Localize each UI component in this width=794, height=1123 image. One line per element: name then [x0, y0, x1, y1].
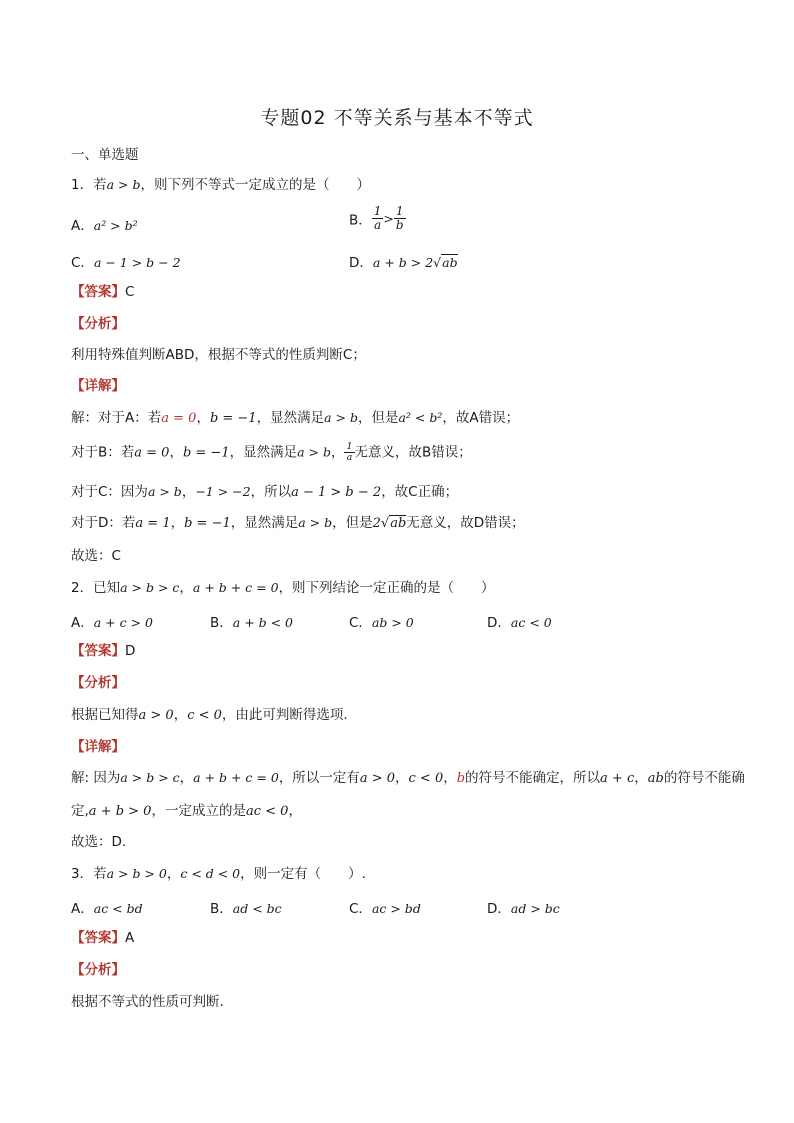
q3-option-d [487, 897, 560, 917]
text-q1-detail-l2_s2: ，显然满足 [229, 444, 298, 461]
text-q1-detail-l3_m2: −1 > −2 [195, 484, 251, 499]
text-q3-stem_pre: 3．若 [71, 866, 107, 882]
text-q1-detail-l3_s2: ，所以 [250, 484, 292, 500]
q1-stem [71, 176, 370, 194]
text-q1-options-B_rhs_den: b [395, 218, 404, 232]
q3-option-a [71, 897, 143, 917]
text-q2-detail-l2_m2: ac < 0 [245, 804, 289, 819]
text-q3-B_expr: ad < bc [232, 901, 282, 916]
text-q3-B_label: B． [210, 901, 233, 917]
text-q2-detail-l1_m3: a > 0 [359, 771, 395, 786]
text-q1-options-A_expr: a² > b² [93, 218, 138, 233]
text-q2-B_label: B． [210, 615, 233, 631]
q1-detail-line-3 [71, 483, 458, 502]
text-q2-detail-l2_m1: a + b > 0 [88, 804, 152, 819]
q1-option-c [71, 251, 181, 271]
text-labels-analysis: 【分析】 [71, 675, 125, 691]
text-q2-D_expr: ac < 0 [510, 615, 552, 630]
text-q1-detail-l2_pre: 对于B：若 [71, 444, 135, 461]
text-q2-C_expr: ab > 0 [371, 615, 414, 630]
text-q1-detail-l2_m2: b = −1 [182, 445, 230, 461]
text-q1-detail-l4_s3: ，但是 [332, 515, 373, 531]
text-q2-detail-l1_m5: b [456, 771, 466, 786]
text-q1-detail-l1_m3: a > b [324, 410, 358, 425]
text-q2-analysis_pre: 根据已知得 [71, 707, 139, 723]
text-q2-detail-l2_s1: ，一定成立的是 [151, 803, 246, 819]
text-q1-answer: C [125, 284, 135, 300]
text-q1-detail-l4_m4_pre: 2 [372, 516, 381, 531]
q1-answer [71, 283, 134, 301]
q1-detail-label [71, 377, 125, 395]
text-q1-detail-l2_m1: a = 0 [134, 445, 170, 461]
text-q3-A_label: A． [71, 901, 94, 917]
text-q1-detail-l1_m2: b = −1 [209, 411, 257, 426]
q3-option-c [349, 897, 421, 917]
q3-analysis-label [71, 961, 125, 979]
q2-choose: 故选：D. [71, 834, 127, 850]
text-q2-detail-l1_m2: a + b + c = 0 [193, 770, 279, 785]
q2-detail-line-1 [71, 769, 745, 788]
text-q2-analysis_post: ，由此可判断得选项. [221, 707, 348, 723]
text-labels-analysis: 【分析】 [71, 316, 125, 332]
text-q1-stem_cond: a > b [106, 177, 141, 192]
text-labels-answer: 【答案】 [71, 284, 125, 300]
q2-option-a [71, 611, 153, 631]
text-q2-detail-l1_pre: 解: 因为 [71, 770, 121, 786]
text-q3-stem_m2: c < d < 0 [180, 866, 241, 881]
text-q1-detail-l1_s3: ，但是 [357, 410, 399, 426]
text-q1-detail-l2_s1: ， [169, 444, 183, 461]
text-q1-detail-l2_m3: a > b [297, 444, 331, 460]
text-labels-choose1: 故选： [71, 548, 112, 564]
text-q3-D_label: D． [487, 901, 511, 917]
text-q1-detail-l1_s4: ，故A错误； [442, 410, 520, 426]
text-q2-stem_m1: a > b > c [120, 580, 180, 595]
q1-analysis-text: 利用特殊值判断ABD，根据不等式的性质判断C； [71, 347, 366, 363]
text-q2-B_expr: a + b < 0 [232, 615, 294, 630]
text-q3-A_expr: ac < bd [93, 901, 143, 916]
text-q2-detail-l1_s4: ， [443, 770, 457, 786]
text-q2-detail-l1_s7: 的符号不能确 [663, 770, 745, 786]
text-q1-options-A_label: A． [71, 218, 94, 234]
text-q1-detail-l3_m3: a − 1 > b − 2 [291, 485, 382, 500]
text-q1-options-B_lhs_den: a [374, 218, 382, 232]
text-q1-options-D_label: D． [349, 255, 373, 271]
text-q3-answer: A [125, 930, 135, 946]
text-q1-detail-l4_s4: 无意义，故D错误； [406, 515, 525, 531]
q3-option-b [210, 897, 282, 917]
text-q2-stem_m2: a + b + c = 0 [192, 580, 279, 595]
q1-choose [71, 547, 121, 565]
text-q1-detail-l1_s2: ，显然满足 [256, 410, 325, 426]
text-q3-C_label: C． [349, 901, 372, 917]
q1-option-a [71, 214, 138, 234]
text-q3-stem_post: ，则一定有（ ）. [240, 866, 366, 882]
text-labels-analysis: 【分析】 [71, 962, 125, 978]
text-labels-answer: 【答案】 [71, 930, 125, 946]
text-q2-detail-l1_m7: ab [647, 771, 664, 786]
q2-option-d [487, 611, 552, 631]
text-q1-detail-l4_m4_rad: ab [390, 516, 407, 531]
text-q2-detail-l1_m1: a > b > c [120, 770, 180, 785]
text-q2-detail-l1_s2: ，所以一定有 [278, 770, 360, 786]
q3-answer [71, 929, 134, 947]
text-q1-detail-l2_frac_num: 1 [346, 441, 353, 452]
q1-detail-line-1 [71, 409, 519, 428]
text-q2-stem_pre: 2．已知 [71, 580, 121, 596]
text-q2-analysis_m2: c < 0 [187, 708, 222, 723]
text-q1-options-B_lhs_num: 1 [373, 204, 382, 218]
text-q2-answer: D [125, 643, 136, 659]
text-q1-detail-l4_pre: 对于D：若 [71, 515, 136, 531]
text-q3-stem_m1: a > b > 0 [106, 866, 167, 881]
page-title: 专题02 不等关系与基本不等式 [260, 107, 534, 129]
q2-detail-line-2 [71, 802, 302, 821]
q1-detail-line-2 [71, 442, 472, 463]
q2-analysis-text [71, 706, 348, 725]
text-q1-detail-l4_m3: a > b [298, 515, 333, 530]
q1-option-b [349, 205, 406, 232]
text-q2-stem_s1: ， [179, 580, 193, 596]
text-q1-detail-l4_m2: b = −1 [184, 516, 231, 531]
text-q1-detail-l2_s3: ， [330, 444, 345, 461]
text-q1-detail-l2_s4: 无意义，故B错误； [354, 444, 472, 461]
text-q2-detail-l1_s3: ， [395, 770, 409, 786]
text-q3-C_expr: ac > bd [371, 901, 421, 916]
text-q1-options-D_expr_pre: a + b > 2 [372, 255, 434, 270]
text-q1-stem_post: ，则下列不等式一定成立的是（ ） [140, 177, 370, 193]
text-q2-detail-l1_m6: a + c [600, 771, 635, 786]
text-q2-A_label: A． [71, 615, 94, 631]
text-q1-detail-l4_s1: ， [170, 515, 185, 531]
text-q1-detail-l4_m1: a = 1 [135, 516, 171, 531]
text-q1-stem_pre: 1．若 [71, 177, 107, 193]
text-q1-detail-l3_s3: ，故C正确； [381, 484, 459, 500]
text-q2-A_expr: a + c > 0 [93, 615, 153, 630]
text-q2-detail-l1_s6: ， [634, 770, 648, 786]
text-q2-analysis_s1: ， [173, 707, 188, 723]
text-q1-detail-l3_pre: 对于C：因为 [71, 484, 148, 500]
q3-stem [71, 865, 366, 883]
q1-option-d: D．a + b > 2√ab [349, 255, 458, 271]
text-q1-options-B_label: B． [349, 212, 372, 229]
text-q2-stem_post: ，则下列结论一定正确的是（ ） [278, 580, 495, 596]
q2-answer [71, 642, 135, 660]
text-q2-detail-l1_m4: c < 0 [408, 771, 444, 786]
text-labels-detail: 【详解】 [71, 739, 125, 755]
text-q2-detail-l1_s5: 的符号不能确定，所以 [465, 770, 601, 786]
q2-detail-label [71, 738, 125, 756]
text-q2-detail-l1_s1: ， [179, 770, 194, 786]
text-q1-detail-l1_s1: ， [196, 410, 210, 426]
text-q1-options-B_op: > [383, 211, 394, 226]
section-heading: 一、单选题 [71, 147, 139, 163]
text-q1-options-D_expr_rad: ab [442, 255, 458, 270]
text-q1-detail-l3_s1: ， [181, 484, 196, 500]
text-q3-D_expr: ad > bc [510, 901, 560, 916]
text-q1-options-C_expr: a − 1 > b − 2 [93, 255, 181, 270]
q2-analysis-label [71, 674, 125, 692]
text-labels-answer: 【答案】 [71, 643, 125, 659]
text-q1-detail-l1_pre: 解：对于A：若 [71, 410, 162, 426]
text-q1-detail-l1_m4: a² < b² [398, 410, 443, 425]
text-q1-detail-l2_frac_den: a [346, 452, 353, 463]
text-q2-C_label: C． [349, 615, 372, 631]
text-q1-options-C_label: C． [71, 255, 94, 271]
q2-option-b [210, 611, 293, 631]
text-labels-detail: 【详解】 [71, 378, 125, 394]
text-q3-stem_s1: ， [166, 866, 181, 882]
text-q1-detail-l3_m1: a > b [147, 484, 182, 499]
text-q1-options-B_rhs_num: 1 [394, 205, 406, 219]
q2-stem [71, 579, 495, 597]
q3-analysis-text: 根据不等式的性质可判断. [71, 994, 224, 1010]
text-q2-detail-l2_pre: 定, [71, 803, 89, 819]
text-q1-answer: C [111, 548, 121, 564]
text-q1-detail-l4_s2: ，显然满足 [230, 515, 299, 531]
text-q1-detail-l1_m1: a = 0 [161, 411, 197, 426]
text-q2-D_label: D． [487, 615, 511, 631]
text-q2-detail-l2_s2: ， [288, 803, 302, 819]
q1-detail-line-4: 对于D：若a = 1，b = −1，显然满足a > b，但是2√ab无意义，故D错误； [71, 515, 525, 531]
q2-option-c [349, 611, 414, 631]
q1-analysis-label [71, 315, 125, 333]
text-q2-analysis_m1: a > 0 [138, 708, 174, 723]
